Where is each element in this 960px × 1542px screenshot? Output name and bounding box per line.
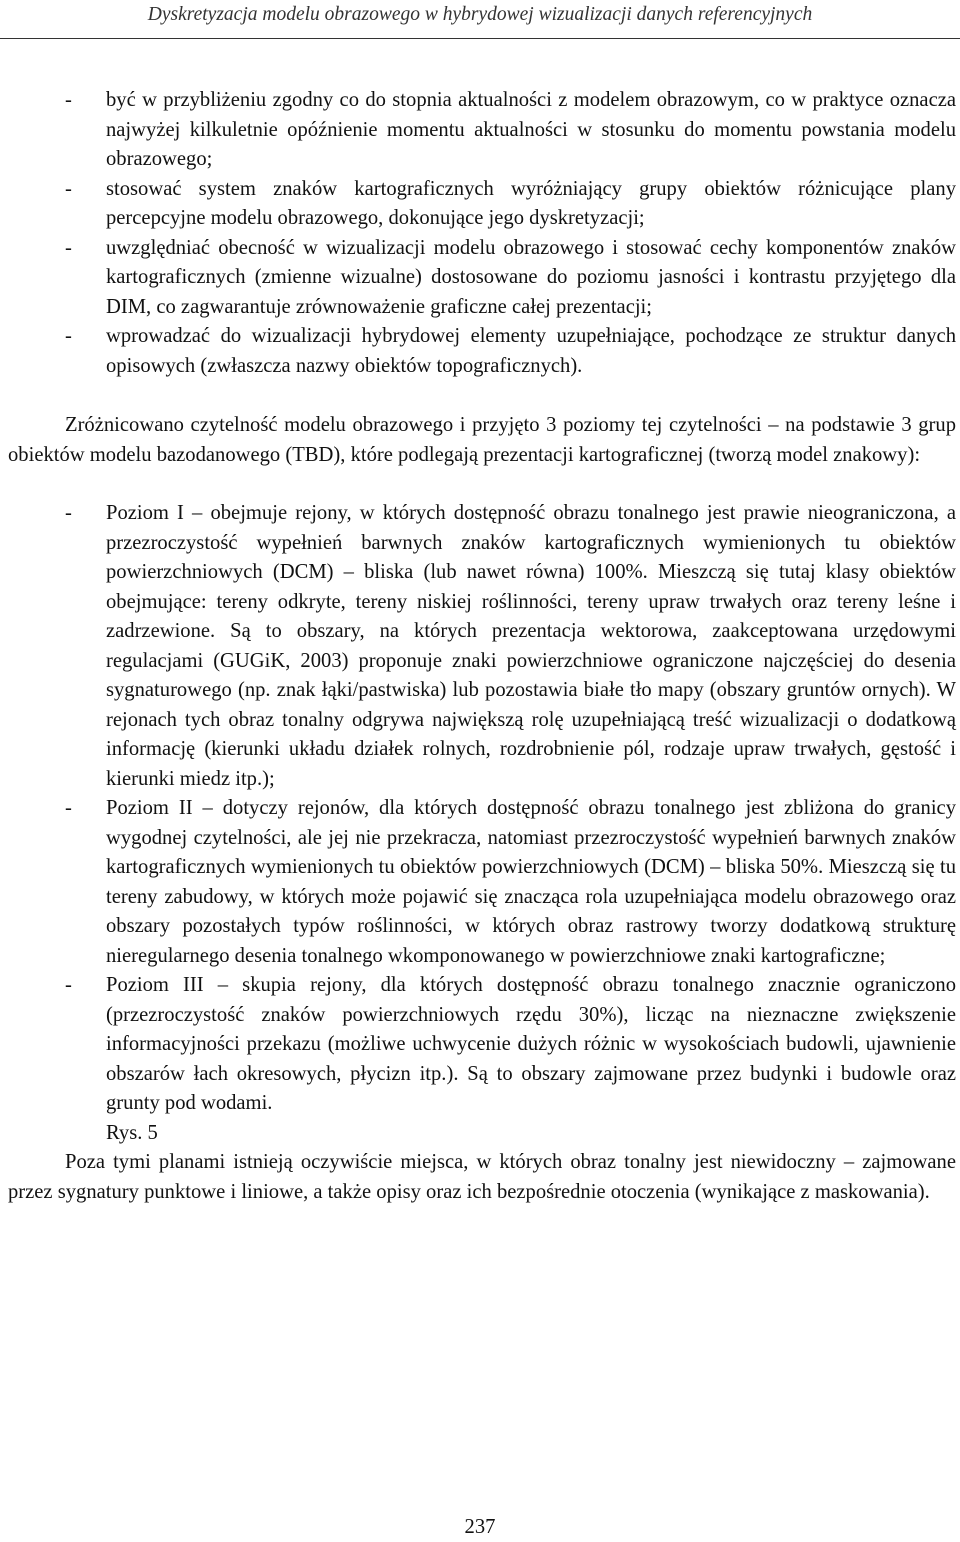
list-dash: - [65, 177, 72, 200]
page-number: 237 [464, 1516, 496, 1538]
list-item-text: uwzględniać obecność w wizualizacji modelu obrazowego i stosować cechy komponentów znaków kartograficznych (zmienne wizualne) dostosowane do poziomu jasności i kontrastu przyjętego dla DIM, co zagwarantuje zrównoważenie graficzne całej prezentacji; [106, 236, 956, 318]
list-item-text: Poziom II – dotyczy rejonów, dla których dostępność obrazu tonalnego jest zbliżona do granicy wygodnej czytelności, ale jej nie przekracza, natomiast przezroczystość wypełnień barwnych znaków kartograficznych wymienionych tu obiektów powierzchniowych (DCM) – bliska 50%. Mieszczą się tu tereny zabudowy, w których może pojawić się znacząca rola uzupełniająca modelu obrazowego oraz obszary pozostałych typów roślinności, w których obraz rastrowy tworzy dodatkową strukturę nieregularnego desenia tonalnego wkomponowanego w powierzchniowe znaki kartograficzne; [106, 797, 956, 967]
list-item-text: Poziom III – skupia rejony, dla których dostępność obrazu tonalnego znacznie ograniczono (przezroczystość znaków powierzchniowych rzędu 30%), licząc na nieznaczne zwiększenie informacyjności przekazu (możliwe uchwycenie dużych różnic w wysokościach budowli, ujawnienie obszarów łach okresowych, płycizn itp.). Są to obszary zajmowane przez budynki i budowle oraz grunty pod wodami. [106, 974, 956, 1114]
list-dash: - [65, 89, 72, 111]
list-item-level-3 [8, 971, 956, 1119]
list-item [8, 175, 956, 234]
list-item-level-2 [8, 794, 956, 971]
list-item [8, 86, 956, 175]
list-item-text: Poziom I – obejmuje rejony, w których dostępność obrazu tonalnego jest prawie nieograniczona, a przezroczystość wypełnień barwnych znaków kartograficznych wymienionych tu obiektów powierzchniowych (DCM) – bliska (lub nawet równa) 100%. Mieszczą się tutaj klasy obiektów obejmujące: tereny odkryte, tereny niskiej roślinności, tereny upraw trwałych oraz tereny leśne i zadrzewione. Są to obszary, na których prezentacja wektorowa, zaakceptowana urzędowymi regulacjami (GUGiK, 2003) proponuje znaki powierzchniowe ograniczone najczęściej do desenia sygnaturowego (np. znak łąki/pastwiska) lub pozostawia białe tło mapy (obszary gruntów ornych). W rejonach tych obraz tonalny odgrywa największą rolę uzupełniającą treść wizualizacji o dodatkową informację (kierunki układu działek rolnych, rozdrobnienie pól, rodzaje upraw trwałych, gęstość i kierunki miedz itp.); [106, 502, 956, 790]
list-item [8, 322, 956, 381]
running-header [0, 0, 960, 39]
list-dash: - [65, 974, 72, 996]
list-item-text: być w przybliżeniu zgodny co do stopnia aktualności z modelem obrazowym, co w praktyce oznacza najwyżej kilkuletnie opóźnienie momentu aktualności w stosunku do momentu powstania modelu obrazowego; [106, 89, 956, 170]
spacer [8, 470, 956, 499]
readability-levels-list [8, 499, 956, 1119]
list-item-level-1 [8, 499, 956, 794]
list-dash: - [65, 797, 72, 819]
list-item-text: wprowadzać do wizualizacji hybrydowej elementy uzupełniające, pochodzące ze struktur danych opisowych (zwłaszcza nazwy obiektów topograficznych). [106, 325, 956, 377]
spacer [8, 381, 956, 411]
list-dash: - [65, 502, 72, 524]
page-body [8, 86, 956, 1207]
figure-reference: Rys. 5 [106, 1121, 158, 1144]
list-dash: - [65, 325, 72, 347]
running-title: Dyskretyzacja modelu obrazowego w hybrydowej wizualizacji danych referencyjnych [147, 4, 813, 25]
list-item [8, 234, 956, 323]
intro-paragraph: Zróżnicowano czytelność modelu obrazowego i przyjęto 3 poziomy tej czytelności – na podstawie 3 grup obiektów modelu bazodanowego (TBD), które podlegają prezentacji kartograficznej (tworzą model znakowy): [8, 414, 956, 466]
requirements-list [8, 86, 956, 381]
list-dash: - [65, 236, 72, 259]
closing-paragraph: Poza tymi planami istnieją oczywiście miejsca, w których obraz tonalny jest niewidoczny – zajmowane przez sygnatury punktowe i liniowe, a także opisy oraz ich bezpośrednie otoczenia (wynikające z maskowania). [8, 1151, 956, 1203]
list-item-text: stosować system znaków kartograficznych wyróżniający grupy obiektów różnicujące plany percepcyjne modelu obrazowego, dokonujące jego dyskretyzacji; [106, 177, 956, 229]
